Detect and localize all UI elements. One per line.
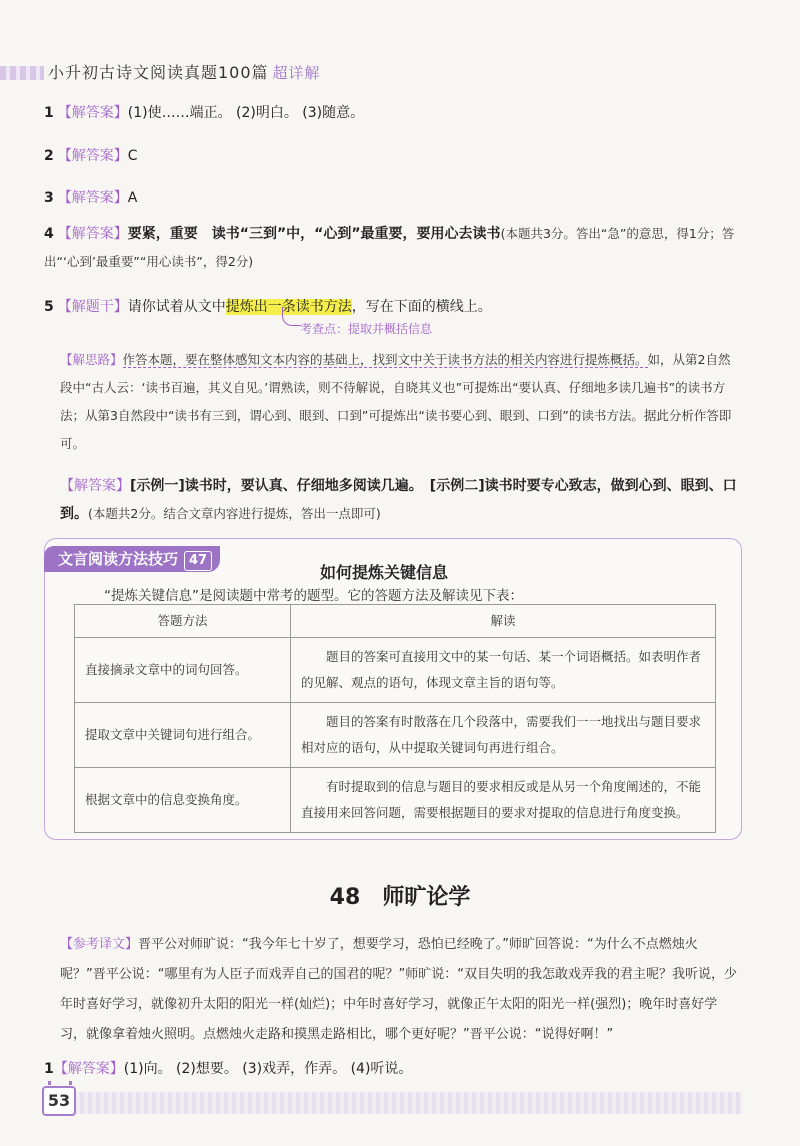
answer-text: 要紧，重要 读书“三到”中，“心到”最重要，要用心去读书 [127,226,501,242]
table-cell-method: 提取文章中关键词句进行组合。 [75,703,291,768]
answer-text: A [127,190,138,206]
question-number: 1 [44,1061,54,1077]
table-header-method: 答题方法 [75,605,291,638]
answer-1 [44,102,736,124]
answer-tag: 【解答案】 [57,226,128,242]
answer-tag: 【解答案】 [57,105,128,121]
answer-text: C [127,148,138,164]
table-row [75,638,716,703]
lesson-title: 师旷论学 [382,885,471,910]
thinking-block [60,346,740,458]
answer-4 [44,220,736,276]
question-tag: 【解题干】 [57,299,128,315]
tip-number-badge: 47 [184,551,212,571]
table-cell-method: 直接摘录文章中的词句回答。 [75,638,291,703]
methods-table [74,604,716,833]
answer-text: (1)向。 (2)想要。 (3)戏弄，作弄。 (4)听说。 [123,1061,413,1077]
question-text-pre: 请你试着从文中 [127,299,226,315]
book-title: 小升初古诗文阅读真题100篇 [48,63,269,82]
tip-box-label-text: 文言阅读方法技巧 [58,550,179,568]
table-header-row [75,605,716,638]
tip-box-intro: “提炼关键信息”是阅读题中常考的题型。它的答题方法及解读见下表： [104,588,523,604]
side-note: 考查点：提取并概括信息 [300,322,433,336]
table-cell-explain: 有时提取到的信息与题目的要求相反或是从另一个角度阐述的，不能直接用来回答问题，需要根据题目的要求对提取的信息进行角度变换。 [291,768,716,833]
thinking-text: 如，从第2自然段中“古人云：‘读书百遍，其义自见。’谓熟读，则不待解说，自晓其义也”可提炼出“要认真、仔细地多读几遍书”的读书方法；从第3自然段中“读书有三到，谓心到、眼到、口到”可提炼出“读书要心到、眼到、口到”的读书方法。据此分析作答即可。 [60,352,732,451]
book-subtitle: 超详解 [272,64,321,82]
note-connector [282,307,301,326]
header-decoration [0,66,44,80]
answer-example-1: [示例一]读书时，要认真、仔细地多阅读几遍。 [130,478,416,494]
lesson-number: 48 [329,885,361,910]
answer-text: (1)使……端正。 (2)明白。 (3)随意。 [127,105,365,121]
question-number: 5 [44,299,54,315]
header-title [48,60,321,83]
scoring-note: (本题共2分。结合文章内容进行提炼，答出一点即可) [88,506,381,521]
answer-tag: 【解答案】 [53,1061,124,1077]
translation-tag: 【参考译文】 [60,937,139,952]
tip-box-label [44,546,220,572]
answer-2 [44,145,736,167]
page-number: 53 [42,1086,76,1116]
answer-tag: 【解答案】 [60,478,130,494]
tip-box-title: 如何提炼关键信息 [320,563,449,582]
table-header-explain: 解读 [291,605,716,638]
answer-3 [44,187,736,209]
answer-example-2: [示例二]读书时要专心致志，做到心到、眼到、口到。 [60,478,737,522]
footer-decoration [72,1092,742,1114]
answer-5 [60,472,750,528]
answer-tag: 【解答案】 [57,148,128,164]
table-cell-method: 根据文章中的信息变换角度。 [75,768,291,833]
table-row [75,768,716,833]
translation-block [60,930,740,1050]
question-text-post: ，写在下面的横线上。 [351,299,492,315]
translation-text: 晋平公对师旷说：“我今年七十岁了，想要学习，恐怕已经晚了。”师旷回答说：“为什么不点燃烛火呢？”晋平公说：“哪里有为人臣子而戏弄自己的国君的呢？”师旷说：“双目失明的我怎敢戏弄我的君主呢？我听说，少年时喜好学习，就像初升太阳的阳光一样(灿烂)；中年时喜好学习，就像正午太阳的阳光一样(强烈)；晚年时喜好学习，就像拿着烛火照明。点燃烛火走路和摸黑走路相比，哪个更好呢？”晋平公说：“说得好啊！” [60,937,737,1042]
table-row [75,703,716,768]
table-cell-explain: 题目的答案可直接用文中的某一句话、某一个词语概括。如表明作者的见解、观点的语句，体现文章主旨的语句等。 [291,638,716,703]
calendar-icon [48,1081,72,1085]
table-cell-explain: 题目的答案有时散落在几个段落中，需要我们一一地找出与题目要求相对应的语句，从中提取关键词句再进行组合。 [291,703,716,768]
thinking-underlined: 作答本题，要在整体感知文本内容的基础上，找到文中关于读书方法的相关内容进行提炼概括。 [122,352,648,367]
question-number: 1 [44,105,54,121]
lesson-answer-1 [44,1058,412,1078]
question-number: 3 [44,190,54,206]
question-highlight: 提炼出一条读书方法 [225,299,352,315]
answer-tag: 【解答案】 [57,190,128,206]
lesson-heading [0,880,800,911]
question-number: 2 [44,148,54,164]
thinking-tag: 【解思路】 [60,352,123,367]
scoring-note: (本题共3分。答出“急”的意思，得1分；答出“‘心到’最重要”“用心读书”，得2分) [44,226,735,269]
question-5 [44,296,736,318]
question-number: 4 [44,226,54,242]
